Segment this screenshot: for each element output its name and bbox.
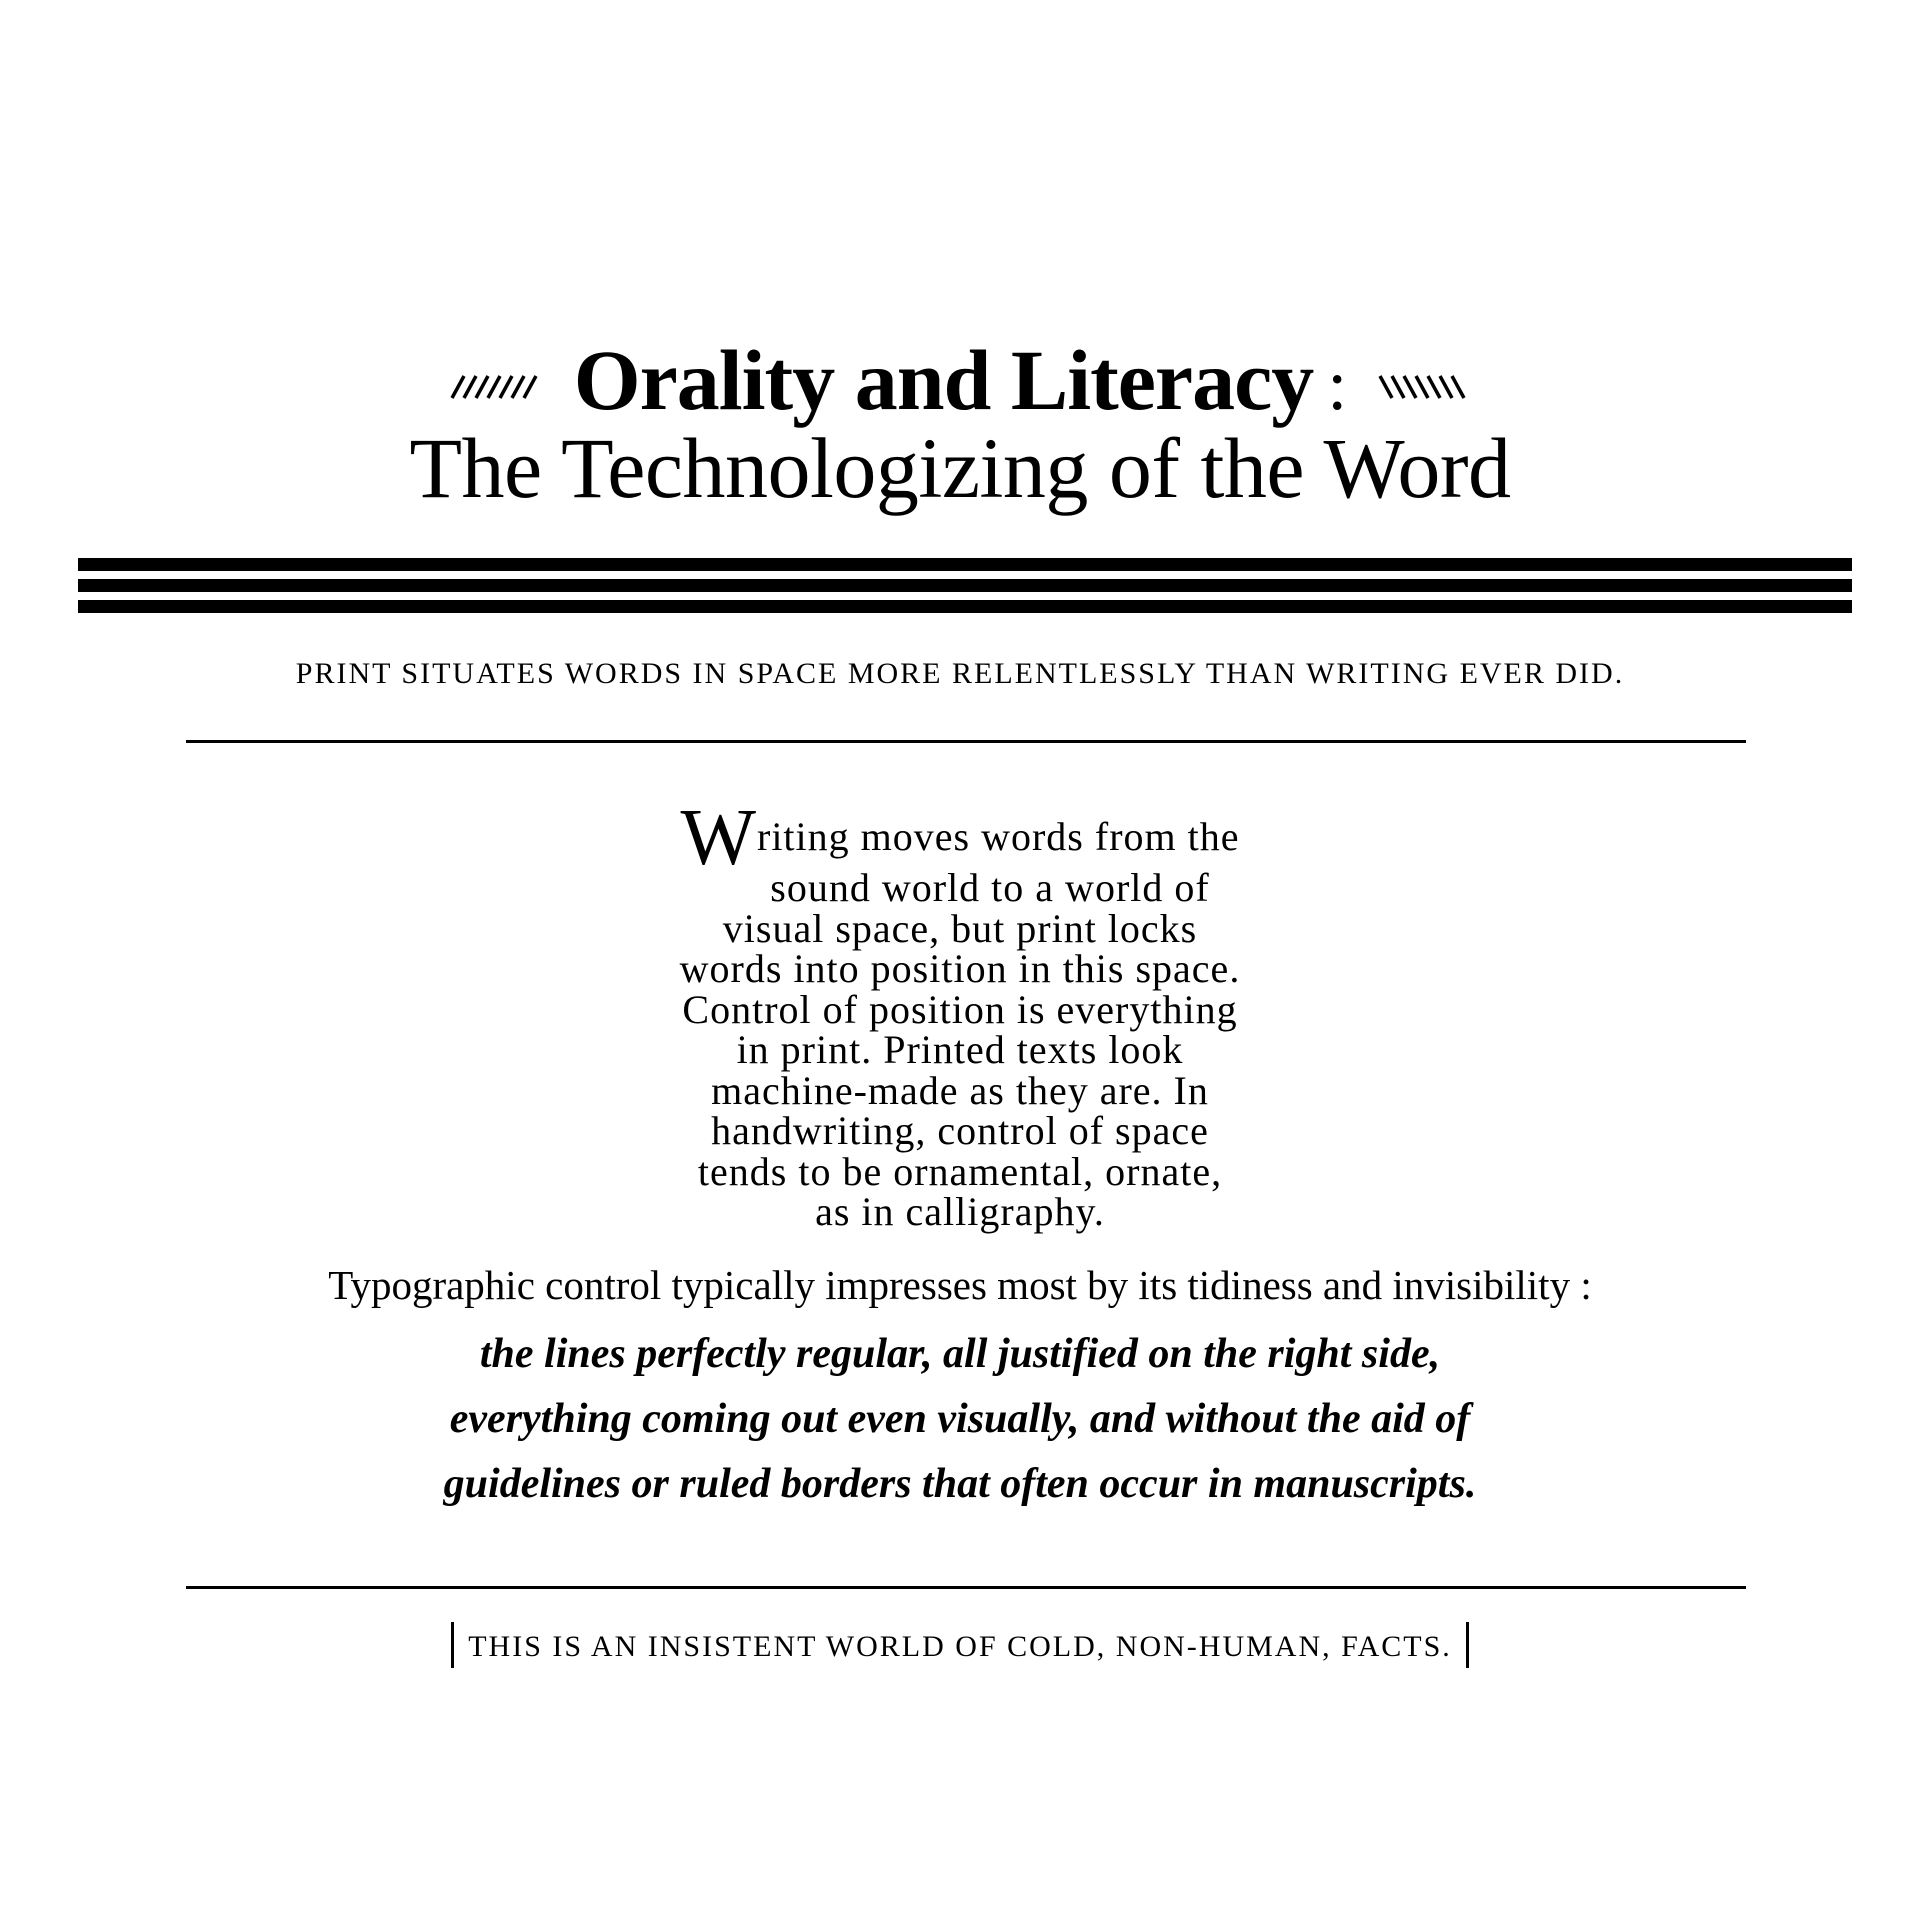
paragraph-line bbox=[560, 794, 1360, 882]
paragraph-line: Control of position is everything bbox=[682, 986, 1238, 1032]
rule-bar bbox=[78, 600, 1852, 613]
horizontal-rule-top bbox=[186, 740, 1746, 743]
italic-line: guidelines or ruled borders that often occur in manuscripts. bbox=[443, 1461, 1477, 1507]
horizontal-rule-bottom bbox=[186, 1586, 1746, 1589]
hatch-ornament-right-icon bbox=[1376, 372, 1472, 400]
italic-line: the lines perfectly regular, all justified on the right side, bbox=[479, 1331, 1441, 1377]
paragraph-line: sound world to a world of bbox=[770, 865, 1210, 910]
drop-cap: W bbox=[680, 794, 757, 882]
closing-text: THIS IS AN INSISTENT WORLD OF COLD, NON-HUMAN, FACTS. bbox=[468, 1630, 1452, 1663]
paragraph-line: tends to be ornamental, ornate, bbox=[697, 1148, 1223, 1194]
paragraph-line: words into position in this space. bbox=[679, 946, 1241, 991]
paragraph-line: handwriting, control of space bbox=[711, 1108, 1209, 1153]
tagline: PRINT SITUATES WORDS IN SPACE MORE RELENTLESSLY THAN WRITING EVER DID. bbox=[295, 657, 1625, 690]
italic-line: everything coming out even visually, and without the aid of bbox=[449, 1396, 1471, 1442]
rule-bar bbox=[78, 579, 1852, 592]
italic-quote bbox=[0, 1322, 1920, 1517]
body-paragraph bbox=[560, 794, 1360, 1234]
page-subtitle: The Technologizing of the Word bbox=[409, 420, 1511, 516]
closing-line bbox=[0, 1622, 1920, 1668]
title-colon: : bbox=[1327, 345, 1347, 425]
title-row bbox=[0, 330, 1920, 430]
paragraph-line: machine-made as they are. In bbox=[711, 1067, 1209, 1113]
paragraph-line: visual space, but print locks bbox=[722, 905, 1198, 951]
typographic-statement: Typographic control typically impresses most by its tidiness and invisibility : bbox=[328, 1262, 1592, 1308]
paragraph-line: as in calligraphy. bbox=[815, 1189, 1105, 1234]
paragraph-line: in print. Printed texts look bbox=[736, 1027, 1184, 1072]
rule-bar bbox=[78, 558, 1852, 571]
paragraph-line-text: riting moves words from the bbox=[757, 814, 1240, 859]
vertical-bar-left bbox=[451, 1622, 454, 1668]
triple-rule-divider bbox=[78, 558, 1852, 614]
vertical-bar-right bbox=[1466, 1622, 1469, 1668]
title-text: Orality and Literacy bbox=[573, 332, 1314, 428]
